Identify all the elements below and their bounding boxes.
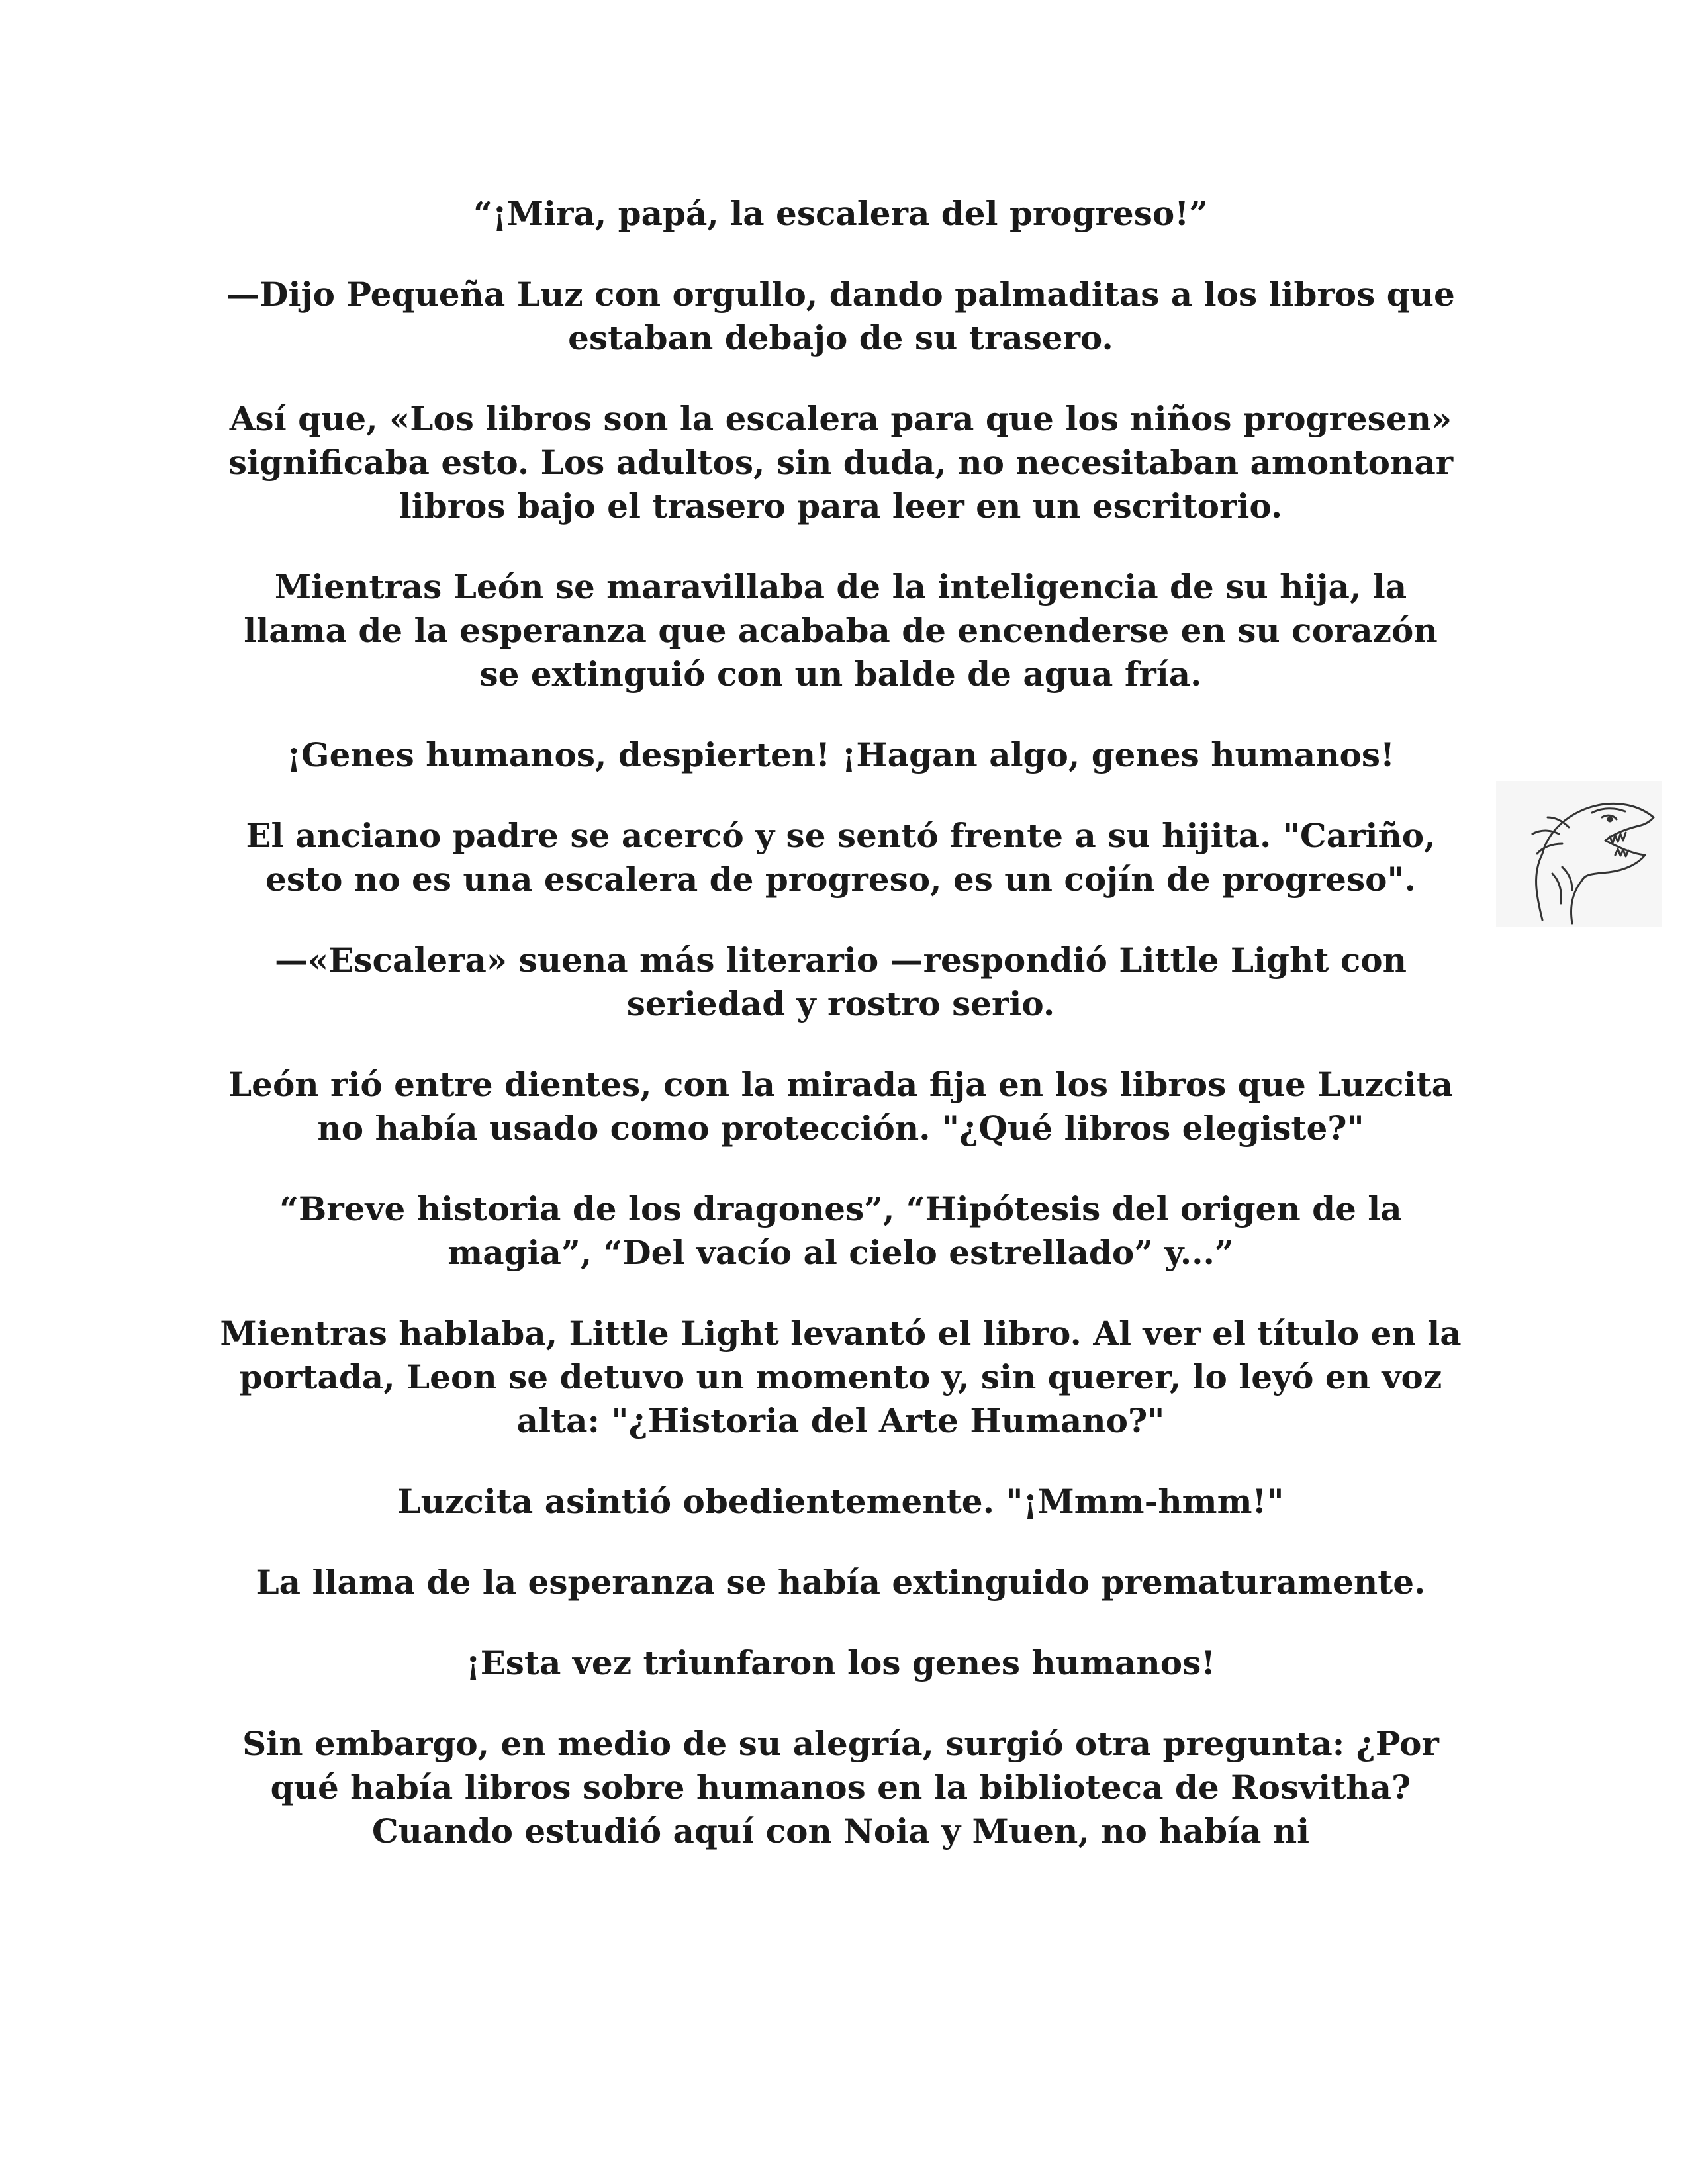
- paragraph-8: León rió entre dientes, con la mirada fija en los libros que Luzcita no había usado como protección. "¿Qué libros elegiste?": [228, 1065, 1454, 1148]
- paragraph-14: Sin embargo, en medio de su alegría, surgió otra pregunta: ¿Por qué había libros sobre humanos en la biblioteca de Rosvitha? Cuando estudió aquí con Noia y Muen, no había ni: [242, 1724, 1439, 1850]
- paragraph-11: Luzcita asintió obedientemente. "¡Mmm-hmm!": [397, 1482, 1284, 1521]
- paragraph-2: —Dijo Pequeña Luz con orgullo, dando palmaditas a los libros que estaban debajo de su trasero.: [226, 275, 1455, 357]
- paragraph-3: Así que, «Los libros son la escalera para que los niños progresen» significaba esto. Los adultos, sin duda, no necesitaban amontonar libros bajo el trasero para leer en un escritorio.: [228, 399, 1454, 525]
- paragraph-13: ¡Esta vez triunfaron los genes humanos!: [465, 1643, 1216, 1682]
- paragraph-10: Mientras hablaba, Little Light levantó el libro. Al ver el título en la portada, Leon se detuvo un momento y, sin querer, lo leyó en voz alta: "¿Historia del Arte Humano?": [220, 1314, 1462, 1440]
- paragraph-12: La llama de la esperanza se había extinguido prematuramente.: [256, 1563, 1426, 1602]
- dragon-head-sketch-icon: [1496, 781, 1662, 927]
- paragraph-4: Mientras León se maravillaba de la inteligencia de su hija, la llama de la esperanza que acababa de encenderse en su corazón se extinguió con un balde de agua fría.: [244, 567, 1438, 694]
- paragraph-5: ¡Genes humanos, despierten! ¡Hagan algo, genes humanos!: [286, 735, 1395, 774]
- document-page: [218, 192, 1463, 1890]
- paragraph-9: “Breve historia de los dragones”, “Hipótesis del origen de la magia”, “Del vacío al cielo estrellado” y...”: [279, 1189, 1402, 1272]
- paragraph-1: “¡Mira, papá, la escalera del progreso!”: [473, 194, 1208, 233]
- paragraph-6: El anciano padre se acercó y se sentó frente a su hijita. "Cariño, esto no es una escalera de progreso, es un cojín de progreso".: [246, 816, 1436, 899]
- paragraph-7: —«Escalera» suena más literario —respondió Little Light con seriedad y rostro serio.: [275, 940, 1407, 1023]
